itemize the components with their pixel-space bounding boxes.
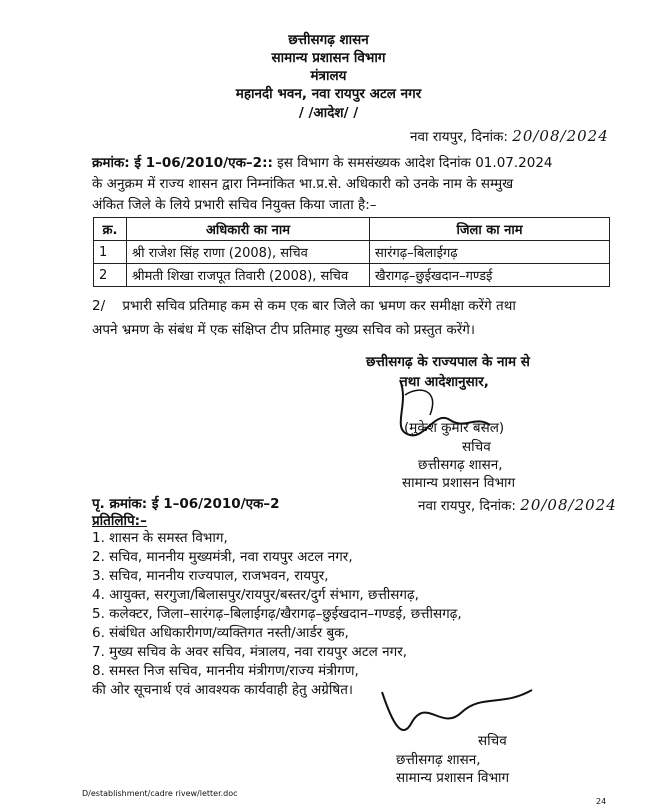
table-row [94,241,610,264]
endorsement-date: 20/08/2024 [520,496,617,514]
list-item: 7. मुख्य सचिव के अवर सचिव, मंत्रालय, नवा रायपुर अटल नगर, [92,644,408,660]
list-item: 8. समस्त निज सचिव, माननीय मंत्रीगण/राज्य मंत्रीगण, [92,663,359,679]
table-header-row [94,218,610,241]
authority-line1: छत्तीसगढ़ के राज्यपाल के नाम से [366,354,530,370]
signatory-name: (मुकेश कुमार बंसल) [404,420,505,436]
para2-text-1: प्रभारी सचिव प्रतिमाह कम से कम एक बार जिले का भ्रमण कर समीक्षा करेंगे तथा [122,298,516,314]
dateline [410,127,609,145]
para2-text-2: अपने भ्रमण के संबंध में एक संक्षिप्त टीप प्रतिमाह मुख्य सचिव को प्रस्तुत करेंगे। [92,322,476,338]
endorsement-dateline [418,496,617,514]
copy-heading: प्रतिलिपि:– [92,513,147,529]
dateline-date: 20/08/2024 [512,127,609,145]
table-header-officer: अधिकारी का नाम [127,218,370,241]
header-govt: छत्तीसगढ़ शासन [288,32,369,48]
signatory2-org2: सामान्य प्रशासन विभाग [396,770,510,786]
table-header-sno: क्र. [94,218,127,241]
signatory-org2: सामान्य प्रशासन विभाग [402,475,516,491]
list-item: 1. शासन के समस्त विभाग, [92,530,228,546]
list-item: 3. सचिव, माननीय राज्यपाल, राजभवन, रायपुर, [92,568,329,584]
table-cell-district: सारंगढ़–बिलाईगढ़ [370,241,610,264]
list-item: 4. आयुक्त, सरगुजा/बिलासपुर/रायपुर/बस्तर/दुर्ग संभाग, छत्तीसगढ़, [92,587,419,603]
para2-line1 [92,296,516,314]
table-cell-district: खैरागढ़–छुईखदान–गण्डई [370,264,610,287]
signatory-designation: सचिव [462,439,491,455]
table-row [94,264,610,287]
footer-path: D/establishment/cadre rivew/letter.doc [82,789,238,798]
order-line1 [92,153,553,171]
header-address: महानदी भवन, नवा रायपुर अटल नगर [235,86,422,102]
page-number: 24 [596,797,607,806]
table-cell-sno: 2 [94,264,127,287]
copy-closing: की ओर सूचनार्थ एवं आवश्यक कार्यवाही हेतु अग्रेषित। [92,682,354,698]
order-text-3: अंकित जिले के लिये प्रभारी सचिव नियुक्त किया जाता है:– [92,197,377,213]
header-ministry: मंत्रालय [310,68,347,84]
endorsement-number: पृ. क्रमांक: ई 1–06/2010/एक–2 [92,496,280,512]
endorsement-place: नवा रायपुर, दिनांक: [418,498,516,514]
table-cell-sno: 1 [94,241,127,264]
order-text-1: इस विभाग के समसंख्यक आदेश दिनांक 01.07.2024 [277,155,553,171]
authority-line2: तथा आदेशानुसार, [400,374,489,390]
signatory-org1: छत्तीसगढ़ शासन, [418,457,503,473]
signatory2-org1: छत्तीसगढ़ शासन, [396,752,481,768]
header-order-title: / /आदेश/ / [298,105,359,121]
list-item: 5. कलेक्टर, जिला–सारंगढ़–बिलाईगढ़/खैरागढ़–छुईखदान–गण्डई, छत्तीसगढ़, [92,606,462,622]
signatory2-designation: सचिव [478,733,507,749]
copy-list [92,529,462,700]
order-text-2: के अनुक्रम में राज्य शासन द्वारा निम्नांकित भा.प्र.से. अधिकारी को उनके नाम के सम्मुख [92,176,514,192]
table-cell-officer: श्रीमती शिखा राजपूत तिवारी (2008), सचिव [127,264,370,287]
officer-table [93,217,610,287]
signature-2-icon [372,682,542,752]
dateline-place: नवा रायपुर, दिनांक: [410,129,508,145]
list-item: 2. सचिव, माननीय मुख्यमंत्री, नवा रायपुर अटल नगर, [92,549,353,565]
order-number: क्रमांक: ई 1–06/2010/एक–2:: [92,155,273,171]
table-header-district: जिला का नाम [370,218,610,241]
para2-number: 2/ [92,298,106,314]
list-item: 6. संबंधित अधिकारीगण/व्यक्तिगत नस्ती/आर्डर बुक, [92,625,349,641]
table-cell-officer: श्री राजेश सिंह राणा (2008), सचिव [127,241,370,264]
header-department: सामान्य प्रशासन विभाग [271,50,386,66]
